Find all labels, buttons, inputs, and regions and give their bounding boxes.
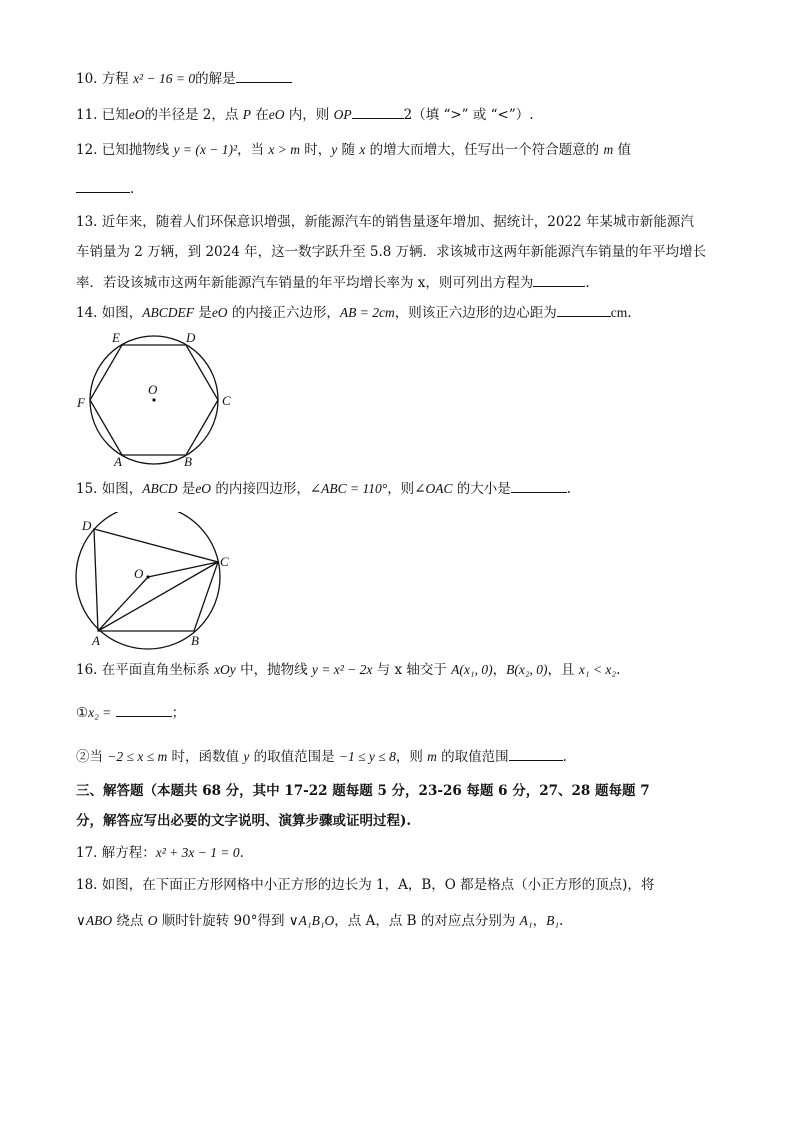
section-3-heading-line-2: 分，解答应写出必要的文字说明、演算步骤或证明过程).	[76, 813, 412, 829]
answer-blank	[511, 478, 567, 493]
figure-cyclic-quadrilateral	[70, 512, 240, 652]
answer-blank	[352, 104, 404, 119]
question-15: 15. 如图，ABCD 是eO 的内接四边形，∠ABC = 110°，则∠OAC 的大小是 .	[76, 478, 571, 499]
label-O: O	[134, 566, 144, 581]
question-10: 10. 方程 x² − 16 = 0的解是	[76, 68, 292, 89]
label-C: C	[220, 554, 229, 569]
answer-blank	[116, 702, 172, 717]
label-B: B	[184, 454, 192, 469]
label-B: B	[191, 633, 199, 648]
answer-blank	[236, 68, 292, 83]
answer-blank	[76, 178, 130, 193]
figure-hexagon-in-circle	[74, 326, 244, 472]
label-A: A	[92, 633, 100, 648]
segment-OC	[148, 562, 218, 577]
question-12-answer: .	[76, 178, 134, 199]
answer-blank	[557, 302, 611, 317]
label-E: E	[112, 330, 120, 345]
center-point	[146, 575, 149, 578]
label-C: C	[222, 393, 231, 408]
question-13-line-2: 车销量为 2 万辆，到 2024 年，这一数字跃升至 5.8 万辆．求该城市这两年新能源汽车销量的年平均增长	[76, 244, 707, 260]
answer-blank	[533, 272, 585, 287]
question-11: 11. 已知eO的半径是 2，点 P 在eO 内，则 OP 2（填 “>” 或 “<”）.	[76, 104, 534, 125]
question-12: 12. 已知抛物线 y = (x − 1)²，当 x > m 时，y 随 x 的增大而增大，任写出一个符合题意的 m 值	[76, 142, 631, 158]
center-point	[152, 398, 155, 401]
question-14: 14. 如图，ABCDEF 是eO 的内接正六边形，AB = 2cm，则该正六边形的边心距为 cm.	[76, 302, 632, 323]
label-O: O	[148, 382, 158, 397]
equation: x² − 16 = 0	[133, 71, 196, 86]
label-F: F	[77, 395, 85, 410]
question-16: 16. 在平面直角坐标系 xOy 中，抛物线 y = x² − 2x 与 x 轴交于 A(x₁, 0)，B(x₂, 0)，且 x₁ < x₂.	[76, 662, 621, 678]
answer-blank	[509, 746, 563, 761]
label-D: D	[186, 330, 196, 345]
question-18-line-2: ∨ABO 绕点 O 顺时针旋转 90°得到 ∨A₁B₁O，点 A，点 B 的对应点分别为 A₁，B₁.	[76, 913, 564, 929]
question-13-line-3: 率．若设该城市这两年新能源汽车销量的年平均增长率为 x，则可列出方程为 .	[76, 272, 590, 293]
section-3-heading-line-1: 三、解答题（本题共 68 分，其中 17-22 题每题 5 分，23-26 每题 6 分，27、28 题每题 7	[76, 783, 650, 799]
label-A: A	[114, 454, 122, 469]
diagonal-AC	[98, 562, 218, 631]
segment-OA	[98, 577, 148, 631]
question-13-line-1: 13. 近年来，随着人们环保意识增强，新能源汽车的销售量逐年增加、据统计，2022 年某城市新能源汽	[76, 214, 694, 230]
question-17: 17. 解方程：x² + 3x − 1 = 0.	[76, 845, 244, 861]
question-16-part-2: ②当 −2 ≤ x ≤ m 时，函数值 y 的取值范围是 −1 ≤ y ≤ 8，则 m 的取值范围 .	[76, 746, 567, 767]
label-D: D	[82, 518, 92, 533]
question-16-part-1: ①x₂ = ；	[76, 702, 185, 723]
question-18-line-1: 18. 如图，在下面正方形网格中小正方形的边长为 1，A，B，O 都是格点（小正方形的顶点)，将	[76, 877, 655, 893]
